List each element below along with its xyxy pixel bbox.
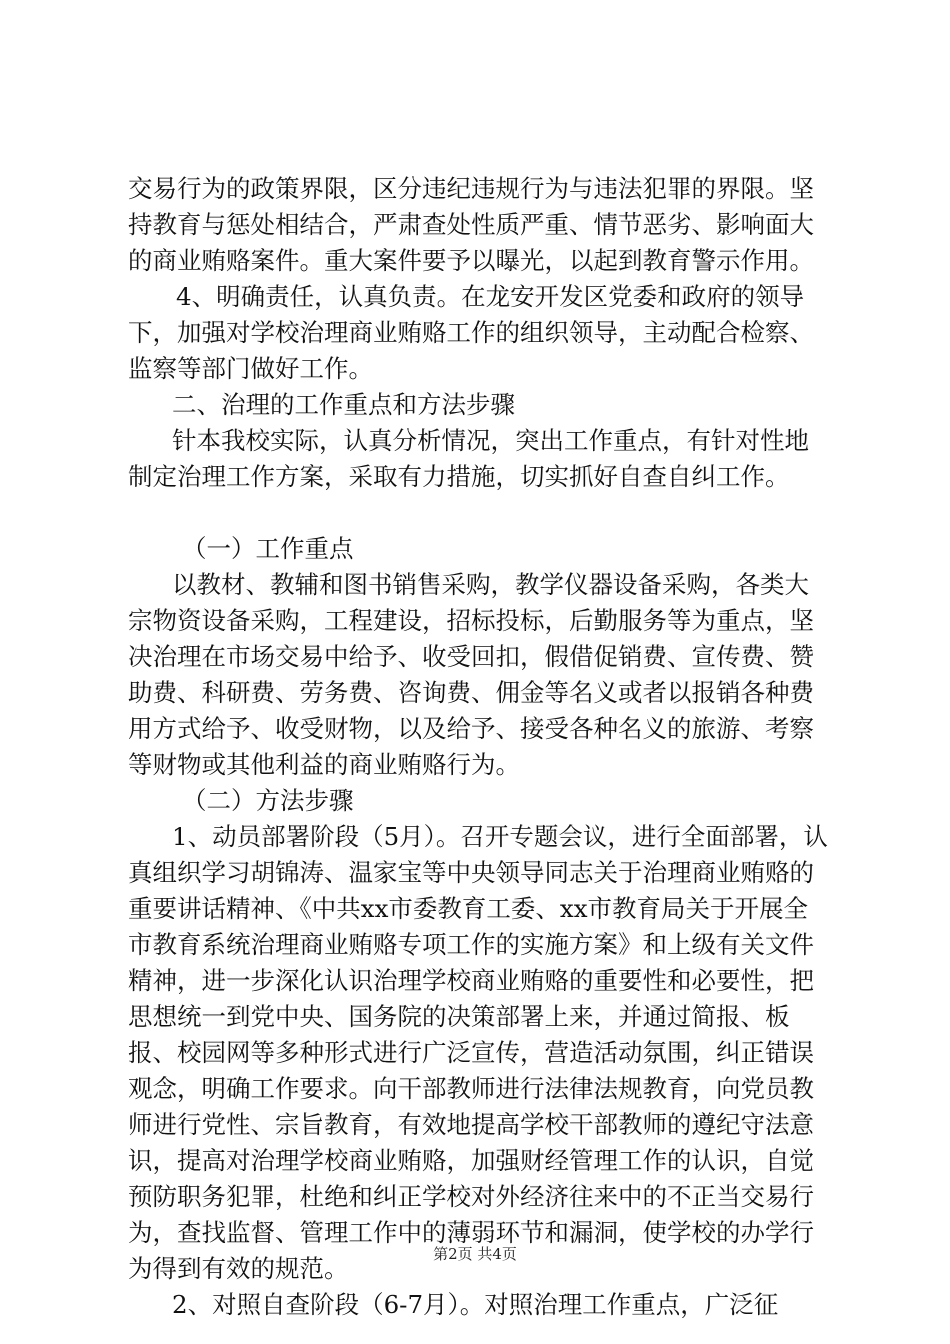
document-body <box>128 171 828 1323</box>
subsection-heading-method-steps: （二）方法步骤 <box>182 786 354 815</box>
paragraph-responsibility: 4、明确责任，认真负责。在龙安开发区党委和政府的领导下，加强对学校治理商业贿赂工作的组织领导，主动配合检察、监察等部门做好工作。 <box>128 282 814 383</box>
paragraph-intro: 针本我校实际，认真分析情况，突出工作重点，有针对性地制定治理工作方案，采取有力措施，切实抓好自查自纠工作。 <box>128 426 809 491</box>
section-heading-focus-and-steps: 二、治理的工作重点和方法步骤 <box>172 390 515 419</box>
paragraph-work-focus: 以教材、教辅和图书销售采购，教学仪器设备采购，各类大宗物资设备采购，工程建设，招标投标，后勤服务等为重点，坚决治理在市场交易中给予、收受回扣，假借促销费、宣传费、赞助费、科研费、劳务费、咨询费、佣金等名义或者以报销各种费用方式给予、收受财物，以及给予、接受各种名义的旅游、考察等财物或其他利益的商业贿赂行为。 <box>128 570 814 779</box>
paragraph-self-check-stage: 2、对照自查阶段（6-7月）。对照治理工作重点，广泛征 <box>172 1290 779 1319</box>
paragraph-mobilization-stage: 1、动员部署阶段（5月）。召开专题会议，进行全面部署，认真组织学习胡锦涛、温家宝等中央领导同志关于治理商业贿赂的重要讲话精神、《中共xx市委教育工委、xx市教育局关于开展全市教育系统治理商业贿赂专项工作的实施方案》和上级有关文件精神，进一步深化认识治理学校商业贿赂的重要性和必要性，把思想统一到党中央、国务院的决策部署上来，并通过简报、板报、校园网等多种形式进行广泛宣传，营造活动氛围，纠正错误观念，明确工作要求。向干部教师进行法律法规教育，向党员教师进行党性、宗旨教育，有效地提高学校干部教师的遵纪守法意识，提高对治理学校商业贿赂，加强财经管理工作的认识，自觉预防职务犯罪，杜绝和纠正学校对外经济往来中的不正当交易行为，查找监督、管理工作中的薄弱环节和漏洞，使学校的办学行为得到有效的规范。 <box>128 822 828 1283</box>
subsection-heading-work-focus: （一）工作重点 <box>182 534 354 563</box>
page-footer: 第2页 共4页 <box>433 1245 517 1263</box>
paragraph-policy-boundary: 交易行为的政策界限，区分违纪违规行为与违法犯罪的界限。坚持教育与惩处相结合，严肃查处性质严重、情节恶劣、影响面大的商业贿赂案件。重大案件要予以曝光，以起到教育警示作用。 <box>128 174 814 275</box>
